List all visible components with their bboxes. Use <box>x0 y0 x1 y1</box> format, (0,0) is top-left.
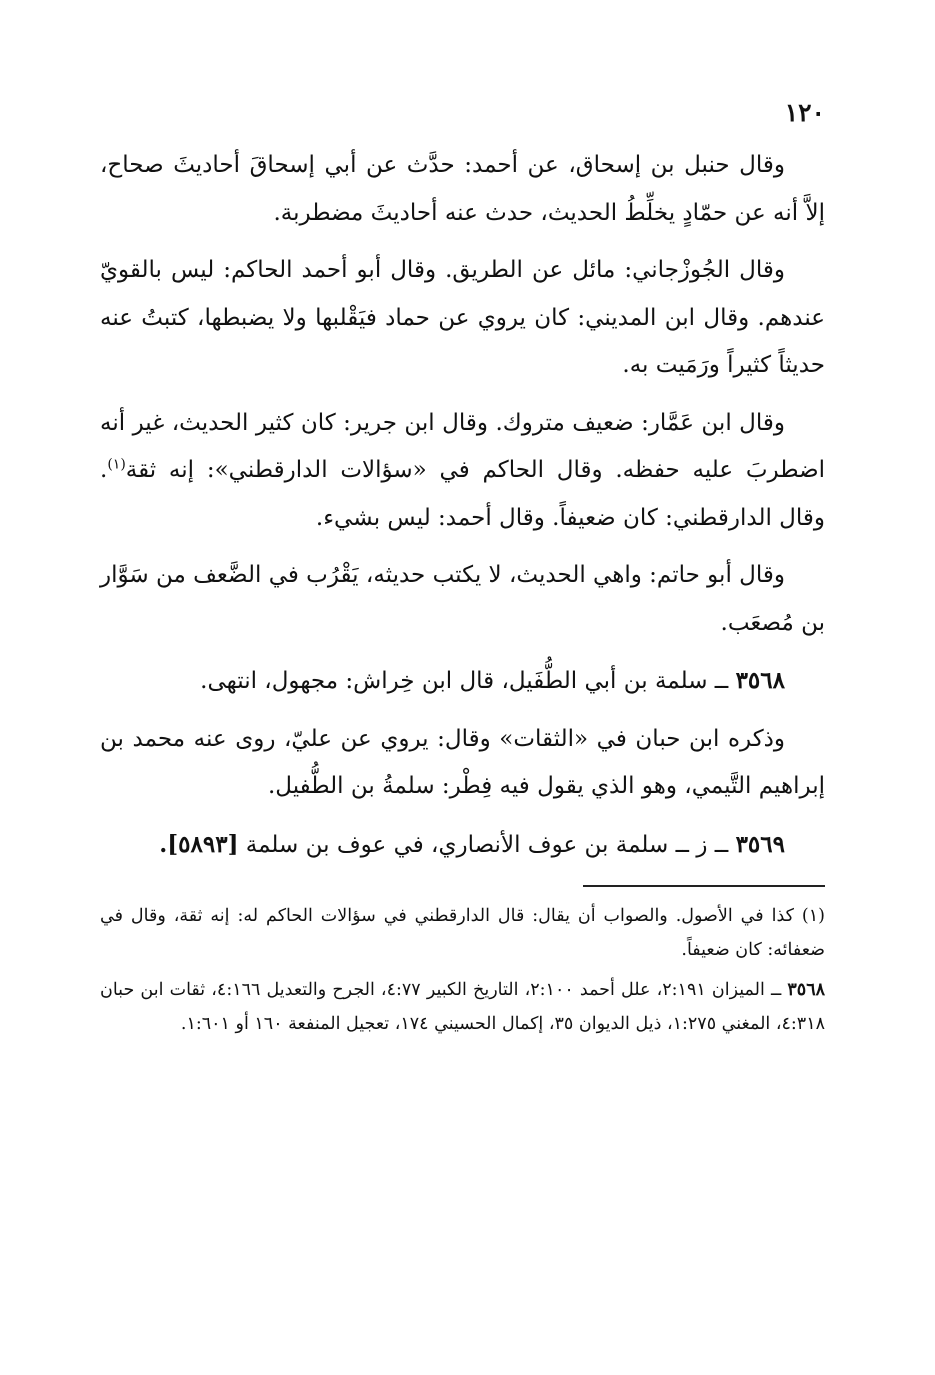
paragraph-hanbal: وقال حنبل بن إسحاق، عن أحمد: حدَّث عن أبي إسحاقَ أحاديثَ صحاح، إلاَّ أنه عن حمّادٍ يخلِّطُ الحديث، حدث عنه أحاديثَ مضطربة. <box>100 152 825 226</box>
footnote-marker: ٣٥٦٨ <box>787 980 825 1000</box>
footnote-text: ــ الميزان ٢:١٩١، علل أحمد ٢:١٠٠، التاريخ الكبير ٤:٧٧، الجرح والتعديل ٤:١٦٦، ثقات ابن حبان ٤:٣١٨، المغني ١:٢٧٥، ذيل الديوان ٣٥، إكمال الحسيني ١٧٤، تعجيل المنفعة ١٦٠ أو ١:٦٠١. <box>100 980 825 1034</box>
entry-number: ٣٥٦٨ <box>735 667 785 694</box>
footnote-marker: (١) <box>801 906 825 926</box>
entry-text: ــ سلمة بن أبي الطُّفَيل، قال ابن خِراش: مجهول، انتهى. <box>200 668 729 694</box>
paragraph-ibn-ammar <box>100 400 825 543</box>
footnote-divider <box>583 885 825 887</box>
entry-number: ٣٥٦٩ <box>735 830 785 858</box>
entry-3568 <box>100 657 825 706</box>
footnote-text: كذا في الأصول. والصواب أن يقال: قال الدارقطني في سؤالات الحاكم له: إنه ثقة، وقال في ضعفائه: كان ضعيفاً. <box>100 906 825 960</box>
entry-3568-note: وذكره ابن حبان في «الثقات» وقال: يروي عن عليّ، روى عنه محمد بن إبراهيم التَّيمي، وهو الذي يقول فيه فِطْر: سلمةُ بن الطُّفيل. <box>100 725 825 799</box>
paragraph-abu-hatim: وقال أبو حاتم: واهي الحديث، لا يكتب حديثه، يَقْرُب في الضَّعف من سَوَّار بن مُصعَب. <box>100 562 825 636</box>
document-page <box>100 96 825 1047</box>
footnote-1 <box>100 899 825 967</box>
page-number: ١٢٠ <box>784 98 825 127</box>
entry-cross-reference: [٥٨٩٣]. <box>159 830 239 858</box>
footnote-reference: (١) <box>107 456 126 473</box>
paragraph-ibn-ammar-part-b: . وقال الدارقطني: كان ضعيفاً. وقال أحمد: ليس بشيء. <box>100 457 825 531</box>
entry-3569 <box>100 821 825 870</box>
entry-text: ــ ز ــ سلمة بن عوف الأنصاري، في عوف بن سلمة <box>245 831 729 858</box>
paragraph-juzjani: وقال الجُوزْجاني: مائل عن الطريق. وقال أبو أحمد الحاكم: ليس بالقويّ عندهم. وقال ابن المديني: كان يروي عن حماد فيَقْلبها ولا يضبطها، كتبتُ عنه حديثاً كثيراً ورَمَيت به. <box>100 257 825 378</box>
paragraph-ibn-ammar-part-a: وقال ابن عَمَّار: ضعيف متروك. وقال ابن جرير: كان كثير الحديث، غير أنه اضطربَ عليه حفظه. وقال الحاكم في «سؤالات الدارقطني»: إنه ثقة <box>100 409 825 483</box>
footnote-sources-3568 <box>100 973 825 1041</box>
